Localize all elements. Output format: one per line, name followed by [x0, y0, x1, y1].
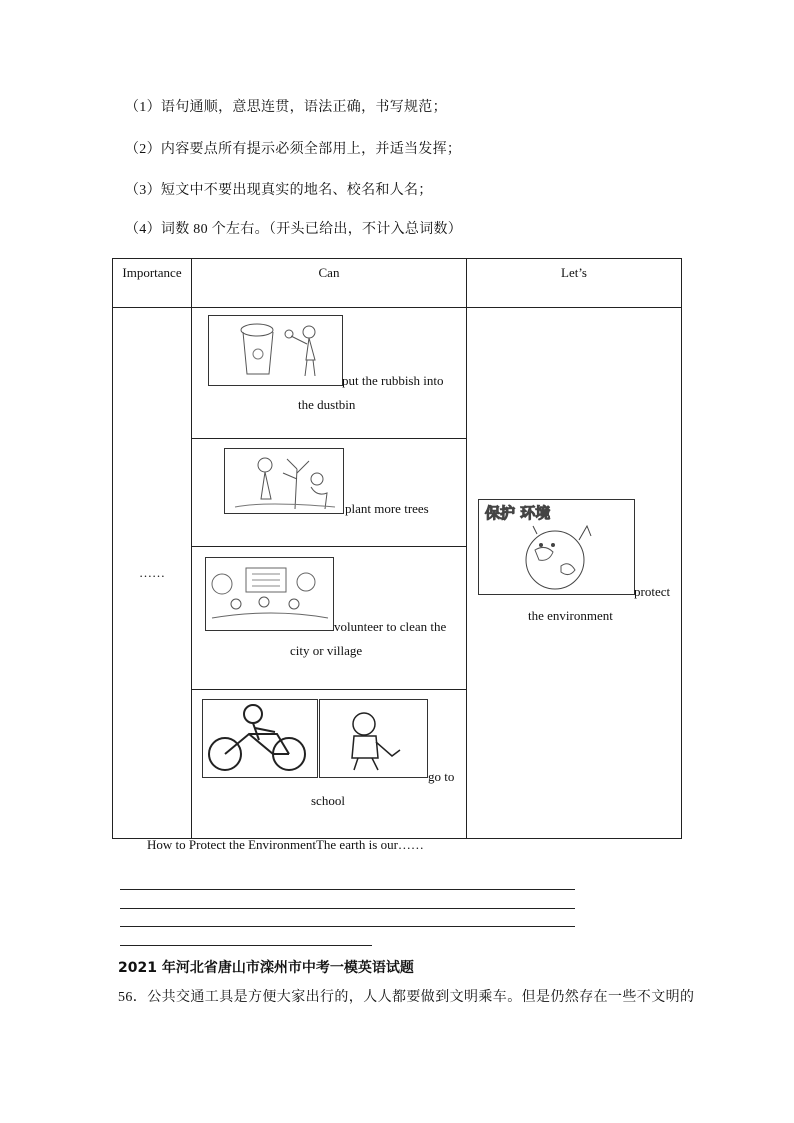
poster-text: 保护 环境 [485, 504, 551, 522]
lets-cell [467, 308, 682, 839]
writing-line-4 [120, 945, 372, 946]
header-can: Can [192, 259, 467, 308]
plant-trees-picture [224, 448, 344, 514]
exam-title: 2021 年河北省唐山市滦州市中考一模英语试题 [118, 960, 414, 976]
requirement-4: （4）词数 80 个左右。（开头已给出，不计入总词数） [125, 222, 463, 237]
lets-line1: protect [634, 584, 671, 599]
question-56: 56．公共交通工具是方便大家出行的，人人都要做到文明乘车。但是仍然存在一些不文明的 [118, 990, 695, 1005]
can-trees-line1: plant more trees [345, 501, 429, 516]
can-cell-rubbish [192, 308, 467, 439]
requirement-1: （1）语句通顺，意思连贯，语法正确，书写规范； [125, 100, 447, 115]
lets-line2: the environment [528, 608, 613, 623]
cycling-picture [202, 699, 318, 778]
importance-cell: …… [113, 308, 192, 839]
can-school-line2: school [311, 793, 345, 808]
can-school-line1: go to [428, 769, 455, 784]
protect-environment-poster [478, 499, 635, 595]
essay-intro: How to Protect the EnvironmentThe earth is our…… [147, 837, 424, 852]
writing-line-3 [120, 926, 575, 927]
can-rubbish-line1: put the rubbish into [342, 373, 444, 388]
writing-line-1 [120, 889, 575, 890]
can-cell-school [192, 690, 467, 839]
header-lets: Let’s [467, 259, 682, 308]
can-rubbish-line2: the dustbin [298, 397, 356, 412]
requirement-2: （2）内容要点所有提示必须全部用上，并适当发挥； [125, 142, 462, 157]
volunteer-cleaning-picture [205, 557, 334, 631]
writing-line-2 [120, 908, 575, 909]
rubbish-bin-picture [208, 315, 343, 386]
can-volunteer-line2: city or village [290, 643, 363, 658]
requirement-3: （3）短文中不要出现真实的地名、校名和人名； [125, 183, 433, 198]
outline-table [112, 258, 682, 839]
header-importance: Importance [113, 259, 192, 308]
can-cell-volunteer [192, 547, 467, 690]
walking-picture [319, 699, 428, 778]
can-volunteer-line1: volunteer to clean the [334, 619, 447, 634]
can-cell-trees [192, 439, 467, 547]
